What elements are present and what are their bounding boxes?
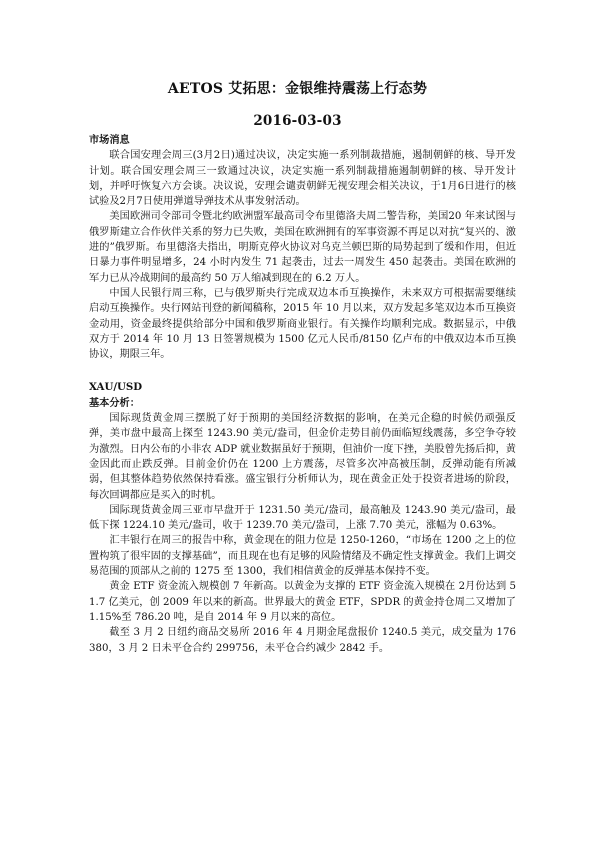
document-title: AETOS 艾拓思：金银维持震荡上行态势 <box>167 81 428 97</box>
analysis-paragraph: 国际现货黄金周三摆脱了好于预期的美国经济数据的影响，在美元企稳的时候仍顽强反弹，美市盘中最高上探至 1243.90 美元/盎司，但金价走势目前仍面临短线震荡，多空争夺较为激烈。日内公布的小非农 ADP 就业数据虽好于预期，但油价一度下挫，美股曾先扬后抑，黄金因此而止跌反弹。目前金价仍在 1200 上方震荡，尽管多次冲高被压制，反弹动能有所减弱，但其整体趋势依然保持看涨。盛宝银行分析师认为，现在黄金正处于投资者进场的阶段，每次回调都应是买入的时机。 <box>89 413 516 501</box>
document-date: 2016-03-03 <box>253 113 342 129</box>
xau-usd-symbol: XAU/USD <box>89 381 143 394</box>
analysis-paragraph: 国际现货黄金周三亚市早盘开于 1231.50 美元/盎司，最高触及 1243.90 美元/盎司，最低下探 1224.10 美元/盎司，收于 1239.70 美元/盎司，上涨 7.70 美元，涨幅为 0.63%。 <box>89 504 516 532</box>
analysis-paragraph: 汇丰银行在周三的报告中称，黄金现在的阻力位是 1250-1260，“市场在 1200 之上的位置构筑了很牢固的支撑基础”，而且现在也有足够的风险情绪及不确定性支撑黄金。我们上调交易范围的顶部从之前的 1275 至 1300，我们相信黄金的反弹基本保持不变。 <box>89 535 516 578</box>
market-news-paragraph: 中国人民银行周三称，已与俄罗斯央行完成双边本币互换操作，未来双方可根据需要继续启动互换操作。央行网站刊登的新闻稿称，2015 年 10 月以来，双方发起多笔双边本币互换资金动用，资金最终提供给部分中国和俄罗斯商业银行。有关操作均顺利完成。数据显示，中俄双方于 2014 年 10 月 13 日签署规模为 1500 亿元人民币/8150 亿卢布的中俄双边本币互换协议，期限三年。 <box>89 287 516 361</box>
market-news-paragraph: 联合国安理会周三(3月2日)通过决议，决定实施一系列制裁措施，遏制朝鲜的核、导开发计划。联合国安理会周三一致通过决议，决定实施一系列制裁措施遏制朝鲜的核、导开发计划，并呼吁恢复六方会谈。决议说，安理会谴责朝鲜无视安理会相关决议，于1月6日进行的核试验及2月7日使用弹道导弹技术从事发射活动。 <box>89 150 516 208</box>
market-news-paragraph: 美国欧洲司令部司令暨北约欧洲盟军最高司令布里德洛夫周二警告称，美国20 年来试图与俄罗斯建立合作伙伴关系的努力已失败，美国在欧洲拥有的军事资源不再足以对抗“复兴的、激进的”俄罗斯。布里德洛夫指出，明斯克停火协议对乌克兰顿巴斯的局势起到了缓和作用，但近日暴力事件明显增多，24 小时内发生 71 起袭击，过去一周发生 450 起袭击。美国在欧洲的军力已从冷战期间的最高约 50 万人缩减到现在的 6.2 万人。 <box>89 211 516 284</box>
fundamental-analysis-heading: 基本分析： <box>89 396 140 409</box>
market-news-heading: 市场消息 <box>89 134 130 146</box>
section-spacer <box>89 362 516 380</box>
analysis-paragraph: 黄金 ETF 资金流入规模创 7 年新高。以黄金为支撑的 ETF 资金流入规模在 2月份达到 51.7 亿美元，创 2009 年以来的新高。世界最大的黄金 ETF，SPDR 的黄金持仓周二又增加了 1.15%至 786.20 吨，是自 2014 年 9 月以来的高位。 <box>89 581 516 623</box>
analysis-paragraph: 截至 3 月 2 日纽约商品交易所 2016 年 4 月期金尾盘报价 1240.5 美元，成交量为 176380，3 月 2 日未平仓合约 299756，未平仓合约减少 2842 手。 <box>89 627 516 654</box>
document-body <box>89 133 516 656</box>
market-news-section <box>89 133 516 362</box>
xau-usd-section <box>89 380 516 655</box>
